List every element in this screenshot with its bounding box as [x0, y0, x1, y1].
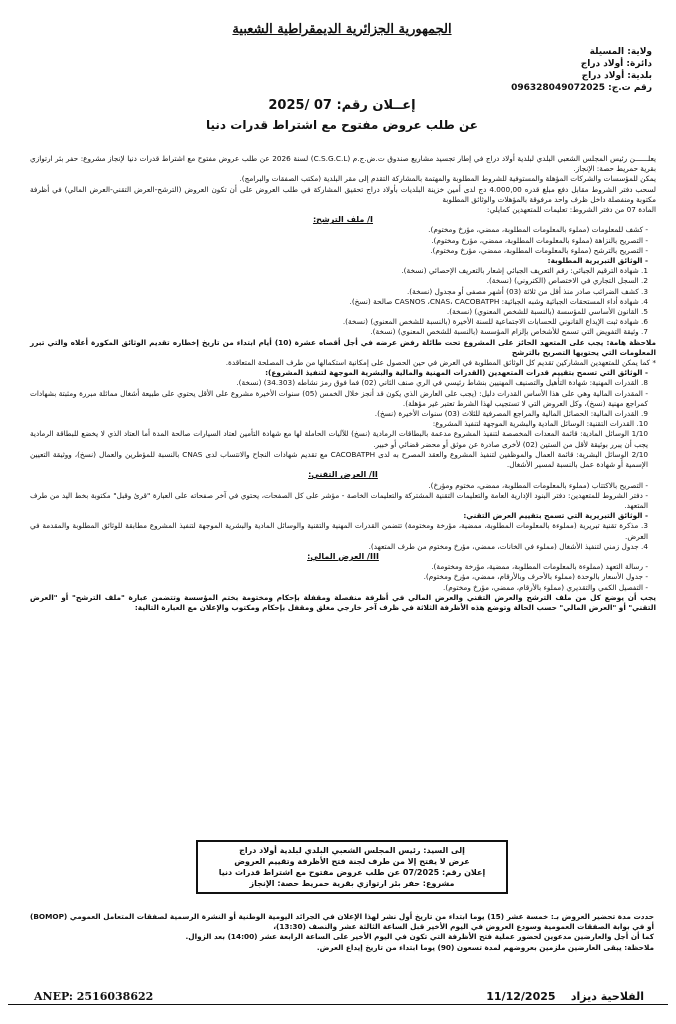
- withdrawal-paragraph: لسحب دفتر الشروط مقابل دفع مبلغ قدره 4.000,00 دج لدى أمين خزينة البلديات بأولاد دراج تحقيق المشاركة في طلب العروض على أن تكون العروض (الترشح-العرض التقني-العرض المالي) في أظرفة مكتوبة ومنفصلة داخل ظرف واحد مرفوقة بالمؤهلات والوثائق المطلوبة: [30, 184, 656, 204]
- list-item: - الوثائق التبريرية التي تسمح بتقييم العرض التقني:: [463, 511, 648, 521]
- list-item: 10. القدرات التقنية: الوسائل المادية والبشرية الموجهة لتنفيذ المشروع:: [432, 419, 648, 429]
- list-item: 8. القدرات المهنية: شهادة التأهيل والتصنيف المهنيين بنشاط رئيسي في الري صنف الثاني (02) فما فوق رمز نشاطه (34.303) (نسخة).: [236, 378, 648, 388]
- list-item: - التصريح بالاكتتاب (مملوء بالمعلومات المطلوبة، ممضي، مختوم ومؤرخ).: [428, 480, 648, 490]
- list-item: 2/10 الوسائل البشرية: قائمة العمال والموظفين لتنفيذ المشروع والعقد المصرح به لدى CACOBATPH مع تقديم شهادات النجاح والانتساب لدى CNAS بالنسبة للمؤطرين والعمال (نسخ)، ووثيقة التعيين الإسمية أو شهادة عمل بالنسبة لمسير الأشغال.: [30, 449, 648, 470]
- admin-block: [492, 46, 652, 94]
- list-item: - رسالة التعهد (مملوءة بالمعلومات المطلوبة، ممضية، مؤرخة ومختومة).: [431, 562, 648, 572]
- envelope-instructions: يجب أن يوضع كل من ملف الترشح والعرض التقني والعرض المالي في أظرفة منفصلة ومقفلة بإحكام ومختومة بختم المؤسسة وتتضمن عبارة "ملف الترشح" أو "العرض التقني" أو "العرض المالي" حسب الحالة وتوضع هذه الأظرفة الثلاثة في ظرف آخر خارجي مغلق ومقفل بإحكام ومكتوب والإعلان مع العبارة التالية:: [30, 592, 656, 612]
- list-item: - كشف للمعلومات (مملوء بالمعلومات المطلوبة، ممضي، مؤرخ ومختوم).: [428, 225, 648, 235]
- baladia-line: بلدية: أولاد دراج: [581, 71, 652, 81]
- validity-note: ملاحظة: يبقى العارضين ملزمين بعروضهم لمدة تسعون (90) يوما ابتداء من تاريخ إيداع العرض.: [316, 942, 654, 952]
- list-item: - الوثائق التي تسمح بتقييم قدرات المتعهدين (القدرات المهنية والمالية والبشرية الموجهة لتنفيذ المشروع):: [265, 368, 648, 378]
- list-item: - دفتر الشروط للمتعهدين: دفتر البنود الإدارية العامة والتعليمات التقنية المشتركة والتعليمات الخاصة - مؤشر على كل الصفحات، يحتوي في آخر صفحاته على العبارة "قرئ وقبل" مكتوبة بخط اليد من طرف المتعهد.: [30, 490, 648, 510]
- footer-publication: [482, 990, 648, 1003]
- list-item: 6. شهادة ثبت الإيداع القانوني للحسابات الاجتماعية للسنة الأخيرة (بالنسبة للشخص المعنوي) (نسخة).: [342, 317, 648, 327]
- box-line: مشروع: حفر بئر ارتوازي بقرية حمريط حصة: الإنجاز: [249, 879, 455, 888]
- daira-line: دائرة: أولاد دراج: [580, 59, 652, 69]
- announcement-page: [24, 8, 660, 1016]
- newspaper-name: الفلاحية ديزاد: [570, 990, 644, 1003]
- closing-block: [30, 912, 654, 953]
- list-item: - المقدرات المالية وهي على هذا الأساس القدرات دليل: (يجب على العارض الذي يكون قد أنجز خلال الخمس (05) سنوات الأخيرة مشروع على الأقل يحتوي على طبيعة أشغال مماثلة مبررة ومثبتة بشهادات كمراجع مهنية (نسخ)، وكل العروض التي لا تستجيب لهذا الشرط تعتبر غير مؤهلة).: [30, 388, 648, 408]
- eligibility-paragraph: يمكن للمؤسسات والشركات المؤهلة والمستوفية للشروط المطلوبة والمهتمة بالمشاركة التقدم إلى مقر البلدية (مكتب الصفقات والبرامج).: [239, 174, 656, 184]
- list-item: 1/10 الوسائل المادية: قائمة المعدات المخصصة لتنفيذ المشروع مدعمة بالبطاقات الرمادية (نسخ) للآليات الحاملة لها مع شهادة التأمين لعتاد السيارات صالحة المدة أما العتاد الذي لا يخضع للبطاقة الرمادية يجب أن يبرر بوثيقة لأقل من الستين (02) لأخرى صادرة عن موثق أو محضر قضائي أو خبير.: [30, 429, 648, 449]
- box-line: عرض لا يفتح إلا من طرف لجنة فتح الأظرفة وتقييم العروض: [234, 857, 470, 866]
- list-item: 3. مذكرة تقنية تبريرية (مملوءة بالمعلومات المطلوبة، ممضية، مؤرخة ومختومة) تتضمن القدرات المهنية والتقنية والوسائل المادية والبشرية الموجهة لتنفيذ المشروع مطابقة للوثائق المطلوبة والمقدمة في العرض.: [30, 521, 648, 541]
- republic-title: الجمهورية الجزائرية الديمقراطية الشعبية: [232, 22, 452, 37]
- footer-divider: [8, 1004, 668, 1005]
- section-financial-heading: III/ العرض المالي:: [307, 551, 379, 561]
- opening-paragraph: كما أن أجل والعارضين مدعوين لحضور عملية فتح الأظرفة التي تكون في اليوم الأخير على الساعة الرابعة عشر (14:00) بعد الزوال.: [185, 932, 654, 942]
- list-item: 3. كشف الضرائب صادر منذ أقل من ثلاثة (03) أشهر مصفى أو مجدول (نسخة).: [406, 286, 648, 296]
- wilaya-line: ولاية: المسيلة: [589, 47, 652, 57]
- section-technical-heading: II/ العرض التقني:: [308, 470, 378, 480]
- list-item: - جدول الأسعار بالوحدة (مملوء بالأحرف وبالأرقام، ممضي، مؤرخ ومختوم).: [423, 572, 648, 582]
- list-item: 7. وثيقة التفويض التي تسمح للأشخاص بإلزام المؤسسة (بالنسبة للشخص المعنوي) (نسخة).: [370, 327, 648, 337]
- list-item: - التفصيل الكمي والتقديري (مملوء بالأرقام، ممضي، مؤرخ ومختوم).: [443, 582, 648, 592]
- box-line: إلى السيد: رئيس المجلس الشعبي البلدي لبلدية أولاد دراج: [239, 846, 465, 855]
- list-item: 5. القانون الأساسي للمؤسسة (بالنسبة للشخص المعنوي) (نسخة).: [446, 307, 648, 317]
- section-candidacy-heading: I/ ملف الترشح:: [312, 215, 374, 225]
- list-item: 4. جدول زمني لتنفيذ الأشغال (مملوء في الخانات، ممضي، مؤرخ ومختوم من طرف المتعهد).: [368, 541, 648, 551]
- announcement-body: [30, 154, 656, 613]
- tax-id-line: رقم ت.ج: 096328049072025: [511, 83, 652, 93]
- intro-paragraph: يعلــــــن رئيس المجلس الشعبي البلدي لبلدية أولاد دراج في إطار تجسيد مشاريع صندوق ت.ض.ج.م (C.S.G.C.L) لسنة 2026 عن طلب عروض مفتوح مع اشتراط قدرات دنيا لإنجاز مشروع: حفر بئر ارتوازي بقرية حمريط حصة: الإنجاز.: [30, 154, 656, 174]
- box-line: إعلان رقم: 07/2025 عن طلب عروض مفتوح مع اشتراط قدرات دنيا: [218, 868, 486, 877]
- article-paragraph: المادة 07 من دفتر الشروط: تعليمات للمتعهدين كمايلي:: [487, 205, 656, 215]
- list-item: - التصريح بالترشح (مملوء بالمعلومات المطلوبة، ممضي، مؤرخ ومختوم).: [430, 245, 648, 255]
- note-star: * كما يمكن للمتعهدين المشاركين تقديم كل الوثائق المطلوبة في العرض في حين الحصول على إمكانية استكمالها من طرف المصلحة المتعاقدة.: [225, 358, 656, 368]
- anep-reference: ANEP: 2516038622: [30, 990, 157, 1003]
- envelope-label-box: [196, 840, 508, 894]
- announcement-subtitle: عن طلب عروض مفتوح مع اشتراط قدرات دنيا: [206, 118, 478, 132]
- list-item: 4. شهادة أداء المستحقات الجبائية وشبه الجبائية: CASNOS ،CNAS، CACOBATPH صالحة (نسخ).: [349, 296, 648, 306]
- list-item: - التصريح بالنزاهة (مملوء بالمعلومات المطلوبة، ممضي، مؤرخ ومختوم).: [431, 235, 648, 245]
- important-note: ملاحظة هامة: يجب على المتعهد الحائز على المشروع تحت طائلة رفض عرضه في أجل أقصاه عشرة (10) أيام ابتداء من تاريخ إخطاره تقديم الوثائق المكورة أعلاه والتي تبرر المعلومات التي يحتويها التصريح بالترشح: [30, 337, 656, 357]
- list-item: 2. السجل التجاري في الاختصاص (الكتروني) (نسخة).: [486, 276, 648, 286]
- list-item: - الوثائق التبريرية المطلوبة:: [547, 256, 648, 266]
- deadline-paragraph: حددت مدة تحضير العروض بـ: خمسة عشر (15) يوما ابتداء من تاريخ أول نشر لهذا الإعلان في الجرائد اليومية الوطنية أو النشرة الرسمية لصفقات المتعامل العمومي (BOMOP) أو في بوابة الصفقات العمومية وسودع العروض في اليوم الأخير قبل الساعة الثالثة عشر والنصف (13:30)،: [30, 912, 654, 932]
- list-item: 9. القدرات المالية: الحصائل المالية والمراجع المصرفية للثلاث (03) سنوات الأخيرة (نسخ).: [374, 409, 648, 419]
- announcement-number: إعــلان رقم: 07 /2025: [268, 98, 416, 113]
- list-item: 1. شهادة الترقيم الجبائي: رقم التعريف الجبائي إشعار بالتعريف الإحصائي (نسخة).: [401, 266, 648, 276]
- publication-date: 11/12/2025: [486, 990, 556, 1003]
